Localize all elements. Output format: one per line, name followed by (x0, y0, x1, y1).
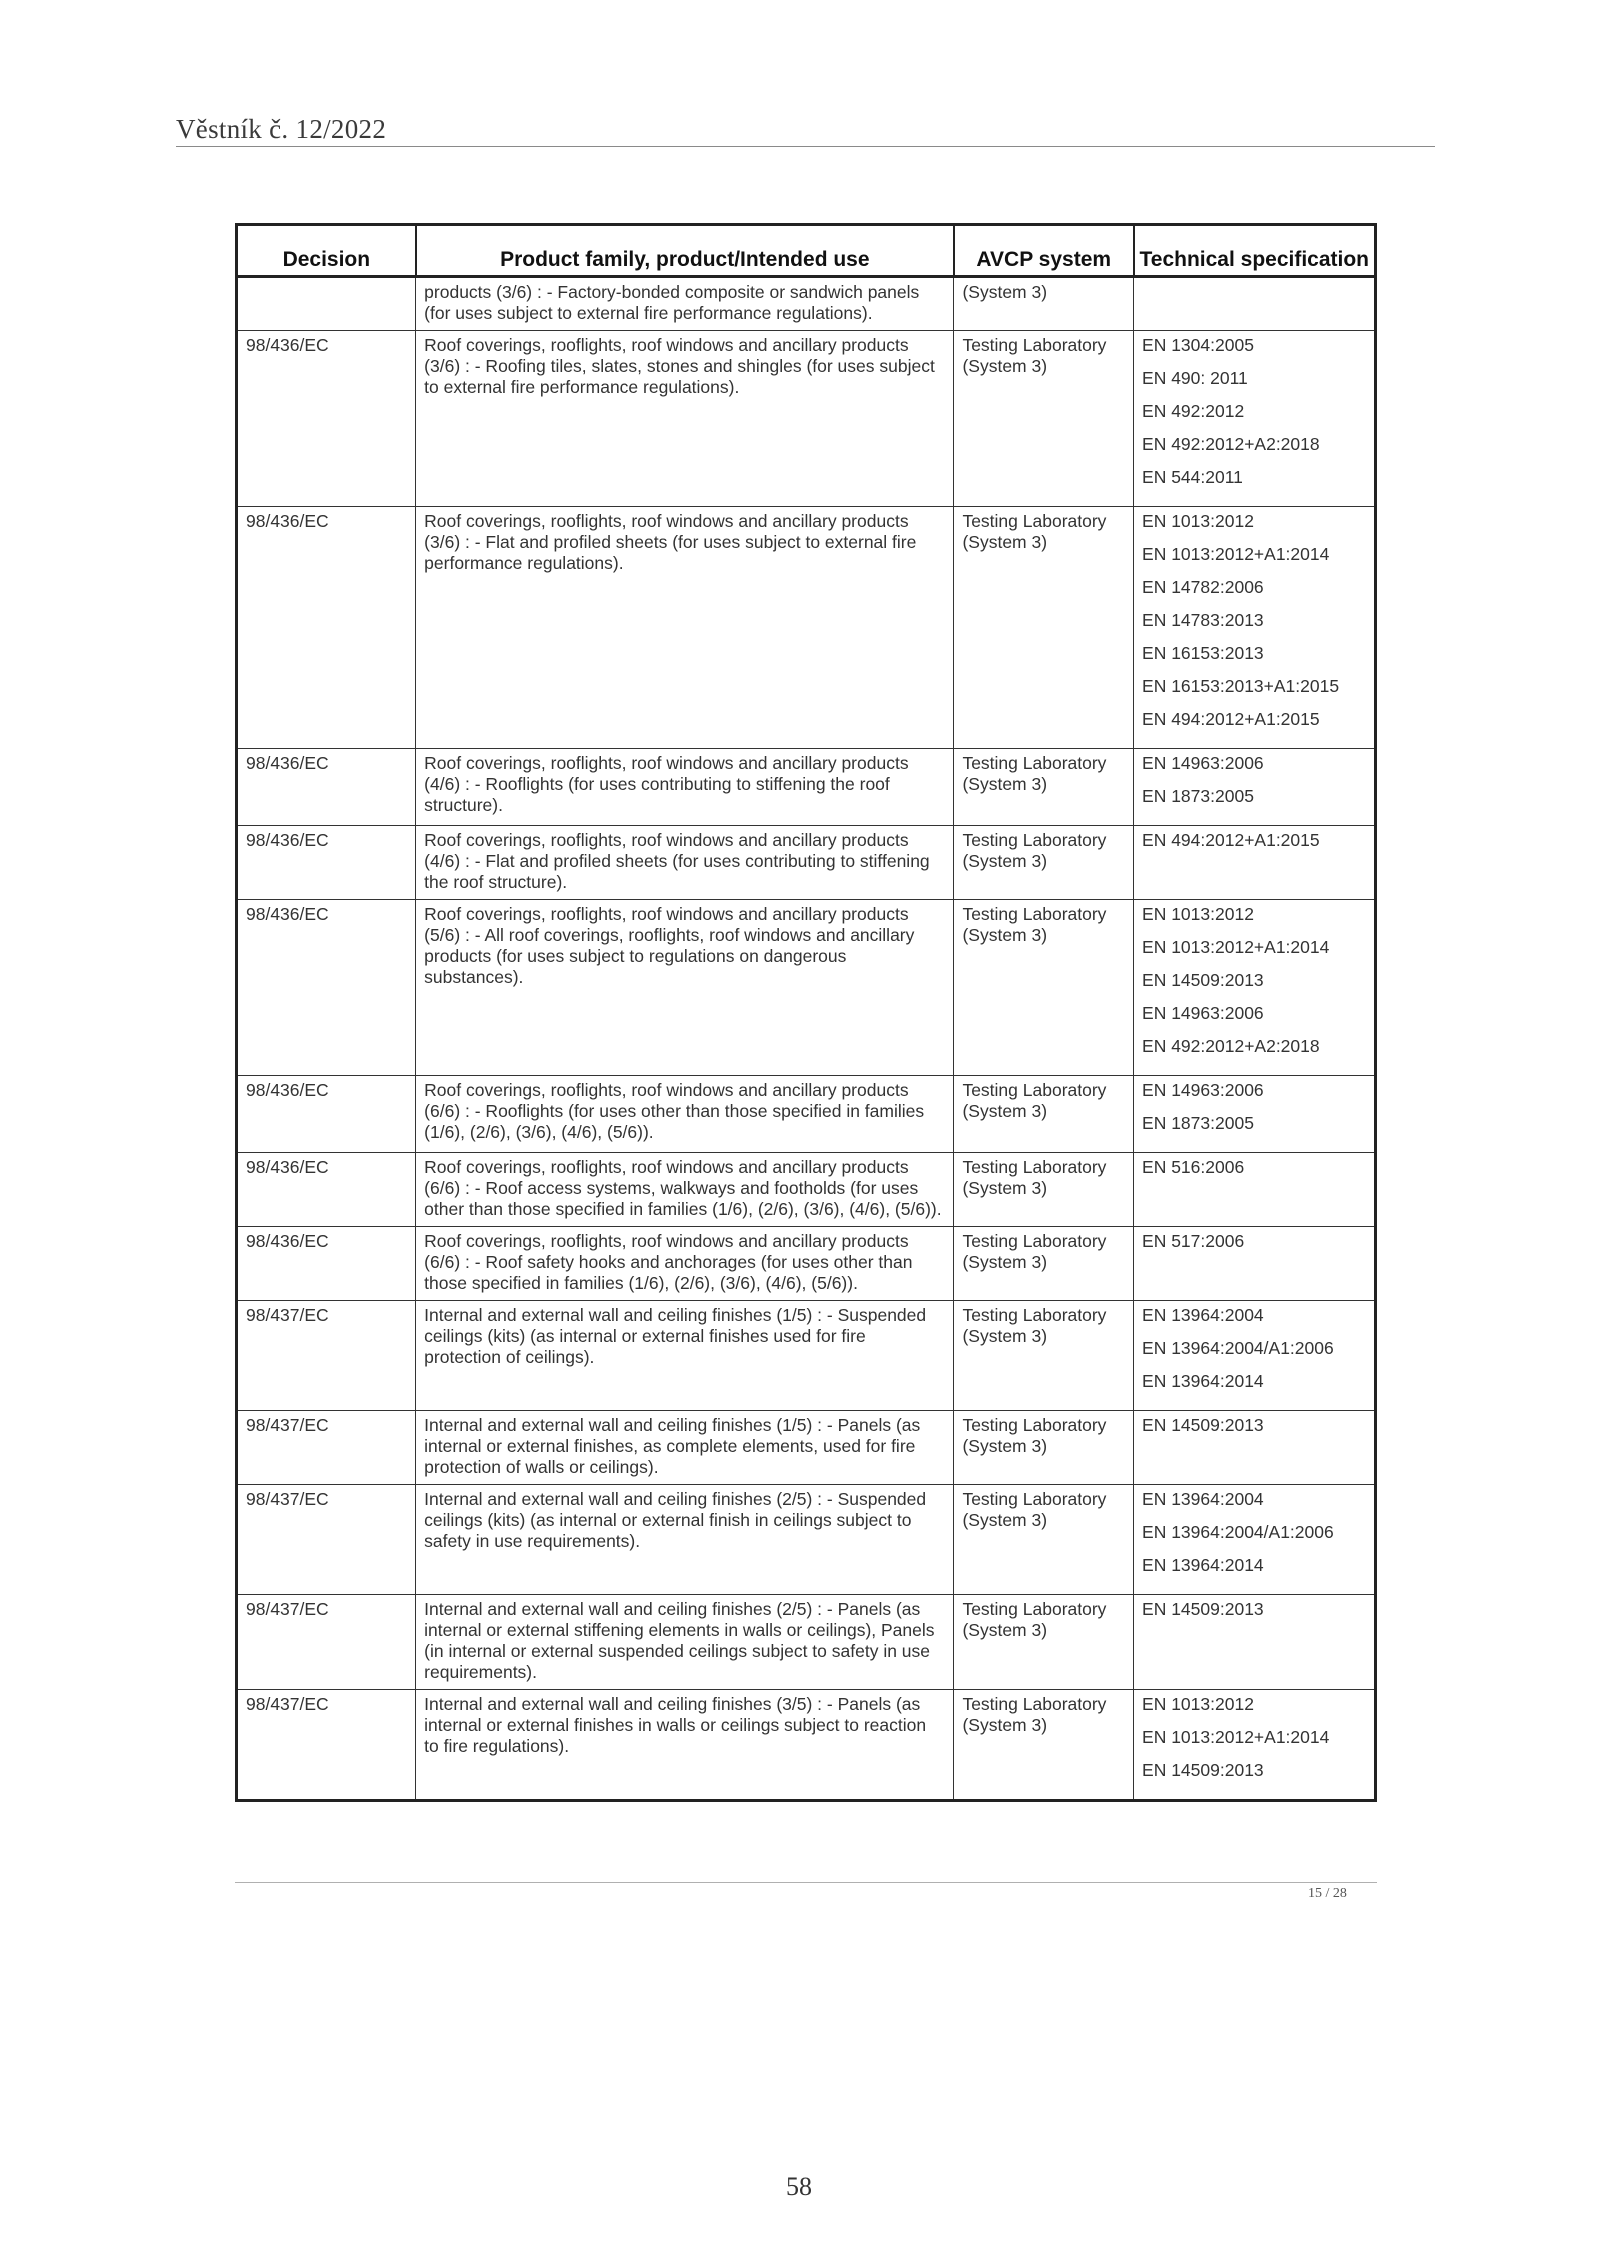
specification-item: EN 16153:2013+A1:2015 (1142, 676, 1340, 696)
avcp-cell: Testing Laboratory (System 3) (954, 900, 1134, 1076)
page-fraction: 15 / 28 (1308, 1886, 1347, 1901)
specification-item: EN 14782:2006 (1142, 577, 1264, 597)
product-cell: Roof coverings, rooflights, roof windows and ancillary products (4/6) : - Flat and profiled sheets (for uses contributing to stiffening the roof structure). (416, 826, 954, 900)
specification-cell (1134, 1485, 1376, 1595)
decision-cell: 98/436/EC (237, 749, 416, 826)
column-header-decision: Decision (237, 225, 416, 277)
specification-cell (1134, 1690, 1376, 1801)
page-number: 58 (786, 2172, 812, 2201)
product-cell: Roof coverings, rooflights, roof windows and ancillary products (6/6) : - Roof safety hooks and anchorages (for uses other than those specified in families (1/6), (2/6), (3/6), (4/6), (5/6)). (416, 1227, 954, 1301)
table-header-row (237, 225, 1376, 277)
decision-cell: 98/437/EC (237, 1595, 416, 1690)
specification-item: EN 1304:2005 (1142, 335, 1254, 355)
table-row (237, 277, 1376, 331)
specification-item: EN 1013:2012+A1:2014 (1142, 937, 1330, 957)
specification-item: EN 494:2012+A1:2015 (1142, 830, 1320, 850)
table-row (237, 749, 1376, 826)
specification-cell (1134, 1153, 1376, 1227)
product-cell: Internal and external wall and ceiling finishes (1/5) : - Suspended ceilings (kits) (as internal or external finishes used for fire protection of ceilings). (416, 1301, 954, 1411)
specification-item: EN 1873:2005 (1142, 1113, 1254, 1133)
specification-item: EN 1013:2012 (1142, 1694, 1254, 1714)
specification-item: EN 1013:2012 (1142, 511, 1254, 531)
specification-item: EN 13964:2004/A1:2006 (1142, 1338, 1334, 1358)
specification-item: EN 516:2006 (1142, 1157, 1245, 1177)
product-cell: Internal and external wall and ceiling finishes (1/5) : - Panels (as internal or external finishes, as complete elements, used for fire protection of walls or ceilings). (416, 1411, 954, 1485)
table-row (237, 1690, 1376, 1801)
specification-item: EN 14509:2013 (1142, 1599, 1264, 1619)
footer-divider (235, 1882, 1377, 1883)
product-cell: Internal and external wall and ceiling finishes (2/5) : - Suspended ceilings (kits) (as internal or external finish in ceilings subject to safety in use requirements). (416, 1485, 954, 1595)
specification-item: EN 492:2012+A2:2018 (1142, 434, 1320, 454)
avcp-cell: Testing Laboratory (System 3) (954, 331, 1134, 507)
specification-item: EN 14509:2013 (1142, 1760, 1264, 1780)
column-header-avcp: AVCP system (954, 225, 1134, 277)
page-header-title: Věstník č. 12/2022 (176, 114, 387, 144)
specification-item: EN 1873:2005 (1142, 786, 1254, 806)
decision-cell: 98/436/EC (237, 1076, 416, 1153)
product-cell: products (3/6) : - Factory-bonded composite or sandwich panels (for uses subject to external fire performance regulations). (416, 277, 954, 331)
table-body (237, 277, 1376, 1801)
product-cell: Roof coverings, rooflights, roof windows and ancillary products (4/6) : - Rooflights (for uses contributing to stiffening the roof structure). (416, 749, 954, 826)
table-row (237, 1227, 1376, 1301)
avcp-cell: Testing Laboratory (System 3) (954, 1485, 1134, 1595)
specification-item: EN 14783:2013 (1142, 610, 1264, 630)
decision-cell (237, 277, 416, 331)
specification-item: EN 14963:2006 (1142, 1003, 1264, 1023)
specification-table (235, 223, 1377, 1802)
avcp-cell: Testing Laboratory (System 3) (954, 1301, 1134, 1411)
product-cell: Roof coverings, rooflights, roof windows and ancillary products (6/6) : - Roof access systems, walkways and footholds (for uses other than those specified in families (1/6), (2/6), (3/6), (4/6), (5/6)). (416, 1153, 954, 1227)
avcp-cell: Testing Laboratory (System 3) (954, 507, 1134, 749)
product-cell: Internal and external wall and ceiling finishes (3/5) : - Panels (as internal or external finishes in walls or ceilings subject to reaction to fire regulations). (416, 1690, 954, 1801)
specification-cell (1134, 1411, 1376, 1485)
table-row (237, 507, 1376, 749)
decision-cell: 98/437/EC (237, 1485, 416, 1595)
specification-cell (1134, 900, 1376, 1076)
specification-item: EN 492:2012+A2:2018 (1142, 1036, 1320, 1056)
specification-item: EN 1013:2012 (1142, 904, 1254, 924)
specification-item: EN 490: 2011 (1142, 368, 1248, 388)
table-row (237, 900, 1376, 1076)
specification-item: EN 1013:2012+A1:2014 (1142, 1727, 1330, 1747)
specification-item: EN 13964:2004 (1142, 1305, 1264, 1325)
product-cell: Roof coverings, rooflights, roof windows and ancillary products (3/6) : - Roofing tiles, slates, stones and shingles (for uses subject to external fire performance regulations). (416, 331, 954, 507)
avcp-cell: Testing Laboratory (System 3) (954, 1595, 1134, 1690)
decision-cell: 98/436/EC (237, 826, 416, 900)
specification-item: EN 494:2012+A1:2015 (1142, 709, 1320, 729)
table-row (237, 1595, 1376, 1690)
avcp-cell: Testing Laboratory (System 3) (954, 1227, 1134, 1301)
decision-cell: 98/436/EC (237, 1227, 416, 1301)
avcp-cell: Testing Laboratory (System 3) (954, 826, 1134, 900)
avcp-cell: Testing Laboratory (System 3) (954, 1411, 1134, 1485)
table-row (237, 1076, 1376, 1153)
specification-item: EN 14509:2013 (1142, 1415, 1264, 1435)
decision-cell: 98/437/EC (237, 1301, 416, 1411)
table-row (237, 1301, 1376, 1411)
table-row (237, 1485, 1376, 1595)
specification-cell (1134, 1301, 1376, 1411)
column-header-product: Product family, product/Intended use (416, 225, 954, 277)
decision-cell: 98/436/EC (237, 331, 416, 507)
table-row (237, 1411, 1376, 1485)
avcp-cell: Testing Laboratory (System 3) (954, 749, 1134, 826)
avcp-cell: Testing Laboratory (System 3) (954, 1690, 1134, 1801)
specification-cell (1134, 1076, 1376, 1153)
specification-item: EN 14963:2006 (1142, 1080, 1264, 1100)
specification-item: EN 13964:2004/A1:2006 (1142, 1522, 1334, 1542)
decision-cell: 98/436/EC (237, 900, 416, 1076)
specification-cell (1134, 749, 1376, 826)
specification-item: EN 13964:2014 (1142, 1371, 1264, 1391)
specification-cell (1134, 1227, 1376, 1301)
avcp-cell: Testing Laboratory (System 3) (954, 1076, 1134, 1153)
specification-item: EN 492:2012 (1142, 401, 1245, 421)
product-cell: Roof coverings, rooflights, roof windows and ancillary products (3/6) : - Flat and profiled sheets (for uses subject to external fire performance regulations). (416, 507, 954, 749)
specification-item: EN 14509:2013 (1142, 970, 1264, 990)
header-divider (176, 146, 1435, 147)
decision-cell: 98/436/EC (237, 1153, 416, 1227)
table-row (237, 826, 1376, 900)
specification-cell (1134, 331, 1376, 507)
specification-item: EN 13964:2014 (1142, 1555, 1264, 1575)
specification-cell (1134, 277, 1376, 331)
product-cell: Roof coverings, rooflights, roof windows and ancillary products (6/6) : - Rooflights (for uses other than those specified in families (1/6), (2/6), (3/6), (4/6), (5/6)). (416, 1076, 954, 1153)
table-row (237, 331, 1376, 507)
specification-cell (1134, 826, 1376, 900)
specification-cell (1134, 1595, 1376, 1690)
table-row (237, 1153, 1376, 1227)
specification-cell (1134, 507, 1376, 749)
specification-item: EN 517:2006 (1142, 1231, 1245, 1251)
avcp-cell: (System 3) (954, 277, 1134, 331)
decision-cell: 98/437/EC (237, 1690, 416, 1801)
decision-cell: 98/436/EC (237, 507, 416, 749)
specification-item: EN 14963:2006 (1142, 753, 1264, 773)
specification-item: EN 13964:2004 (1142, 1489, 1264, 1509)
product-cell: Roof coverings, rooflights, roof windows and ancillary products (5/6) : - All roof coverings, rooflights, roof windows and ancillary products (for uses subject to regulations on dangerous substances). (416, 900, 954, 1076)
specification-item: EN 1013:2012+A1:2014 (1142, 544, 1330, 564)
specification-item: EN 16153:2013 (1142, 643, 1264, 663)
decision-cell: 98/437/EC (237, 1411, 416, 1485)
product-cell: Internal and external wall and ceiling finishes (2/5) : - Panels (as internal or external stiffening elements in walls or ceilings), Panels (in internal or external suspended ceilings subject to safety in use requirements). (416, 1595, 954, 1690)
column-header-specification: Technical specification (1134, 225, 1376, 277)
avcp-cell: Testing Laboratory (System 3) (954, 1153, 1134, 1227)
specification-item: EN 544:2011 (1142, 467, 1243, 487)
